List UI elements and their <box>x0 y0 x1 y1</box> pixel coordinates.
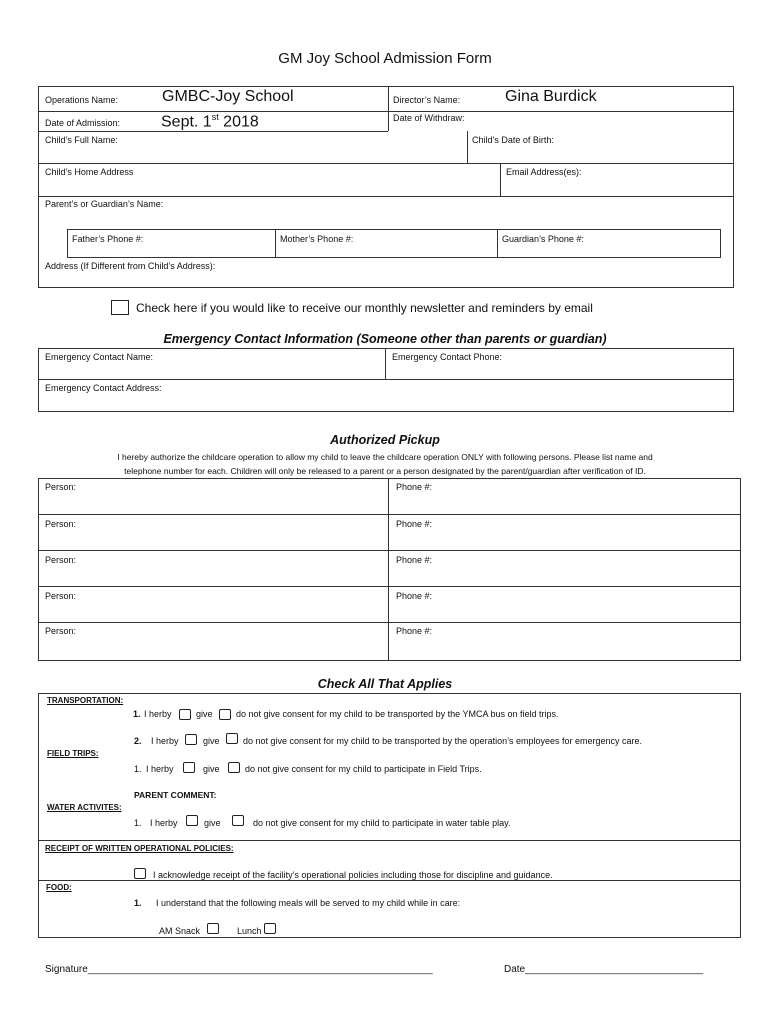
pickup-person-3: Person: <box>45 555 77 565</box>
director-name-label: Director’s Name: <box>393 95 461 105</box>
director-name-value[interactable]: Gina Burdick <box>505 88 597 105</box>
transport-emergency-not-give-checkbox[interactable] <box>226 733 238 744</box>
transport-bus-text: do not give consent for my child to be transported by the YMCA bus on field trips. <box>236 709 559 719</box>
field-trips-not-give-checkbox[interactable] <box>228 762 240 773</box>
water-text: do not give consent for my child to participate in water table play. <box>253 818 511 828</box>
date-field[interactable]: Date________________________________ <box>504 964 704 975</box>
pickup-heading: Authorized Pickup <box>330 433 440 447</box>
field-trips-give-checkbox[interactable] <box>183 762 195 773</box>
newsletter-checkbox[interactable] <box>111 300 129 315</box>
water-not-give-checkbox[interactable] <box>232 815 244 826</box>
pickup-person-1: Person: <box>45 482 77 492</box>
food-text: I understand that the following meals will be served to my child while in care: <box>156 898 461 908</box>
emergency-phone-label: Emergency Contact Phone: <box>392 352 503 362</box>
am-snack-checkbox[interactable] <box>207 923 219 934</box>
parent-name-label: Parent’s or Guardian’s Name: <box>45 199 164 209</box>
transport-bus-not-give-checkbox[interactable] <box>219 709 231 720</box>
date-label: Date <box>504 964 526 975</box>
water-give-checkbox[interactable] <box>186 815 198 826</box>
transport-emergency-give-checkbox[interactable] <box>185 734 197 745</box>
pickup-phone-3: Phone #: <box>396 555 433 565</box>
receipt-policies-checkbox[interactable] <box>134 868 146 879</box>
parent-comment-label: PARENT COMMENT: <box>134 790 217 800</box>
newsletter-label: Check here if you would like to receive our monthly newsletter and reminders by email <box>136 301 593 315</box>
alt-address-label: Address (If Different from Child’s Address): <box>45 261 216 271</box>
pickup-phone-4: Phone #: <box>396 591 433 601</box>
receipt-policies-label: RECEIPT OF WRITTEN OPERATIONAL POLICIES: <box>45 844 234 853</box>
receipt-policies-text: I acknowledge receipt of the facility’s operational policies including those for discipline and guidance. <box>153 870 553 880</box>
lunch-checkbox[interactable] <box>264 923 276 934</box>
food-label: FOOD: <box>46 883 72 892</box>
pickup-text-line1: I hereby authorize the childcare operation to allow my child to leave the childcare operation ONLY with following persons. Please list name and <box>117 452 653 462</box>
home-address-label: Child’s Home Address <box>45 167 134 177</box>
emergency-name-label: Emergency Contact Name: <box>45 352 154 362</box>
pickup-phone-1: Phone #: <box>396 482 433 492</box>
transportation-label: TRANSPORTATION: <box>47 696 124 705</box>
emergency-address-label: Emergency Contact Address: <box>45 383 162 393</box>
signature-label: Signature <box>45 964 88 975</box>
field-trips-text: do not give consent for my child to participate in Field Trips. <box>245 764 482 774</box>
operations-name-value[interactable]: GMBC-Joy School <box>162 88 294 105</box>
pickup-table <box>38 478 741 661</box>
lunch-label: Lunch <box>237 926 262 936</box>
pickup-text-line2: telephone number for each. Children will only be released to a parent or a person designated by the parent/guardian after verification of ID. <box>124 466 646 476</box>
pickup-person-2: Person: <box>45 519 77 529</box>
transport-emergency-text: do not give consent for my child to be transported by the operation’s employees for emergency care. <box>243 736 643 746</box>
pickup-phone-5: Phone #: <box>396 626 433 636</box>
check-all-heading: Check All That Applies <box>317 677 453 691</box>
pickup-person-5: Person: <box>45 626 77 636</box>
guardian-phone-label: Guardian’s Phone #: <box>502 234 584 244</box>
emergency-heading: Emergency Contact Information (Someone other than parents or guardian) <box>163 332 607 346</box>
water-activities-label: WATER ACTIVITES: <box>47 803 122 812</box>
transport-bus-give-checkbox[interactable] <box>179 709 191 720</box>
operations-name-label: Operations Name: <box>45 95 119 105</box>
mother-phone-label: Mother’s Phone #: <box>280 234 354 244</box>
admission-date-label: Date of Admission: <box>45 118 121 128</box>
signature-field[interactable]: Signature______________________________________________________________ <box>45 964 433 975</box>
child-dob-label: Child’s Date of Birth: <box>472 135 554 145</box>
withdraw-date-label: Date of Withdraw: <box>393 113 465 123</box>
pickup-person-4: Person: <box>45 591 77 601</box>
email-label: Email Address(es): <box>506 167 582 177</box>
page-title: GM Joy School Admission Form <box>278 50 492 67</box>
pickup-phone-2: Phone #: <box>396 519 433 529</box>
admission-date-value[interactable]: Sept. 1st 2018 <box>161 112 259 131</box>
field-trips-label: FIELD TRIPS: <box>47 749 99 758</box>
am-snack-label: AM Snack <box>159 926 201 936</box>
father-phone-label: Father’s Phone #: <box>72 234 144 244</box>
child-name-label: Child’s Full Name: <box>45 135 118 145</box>
